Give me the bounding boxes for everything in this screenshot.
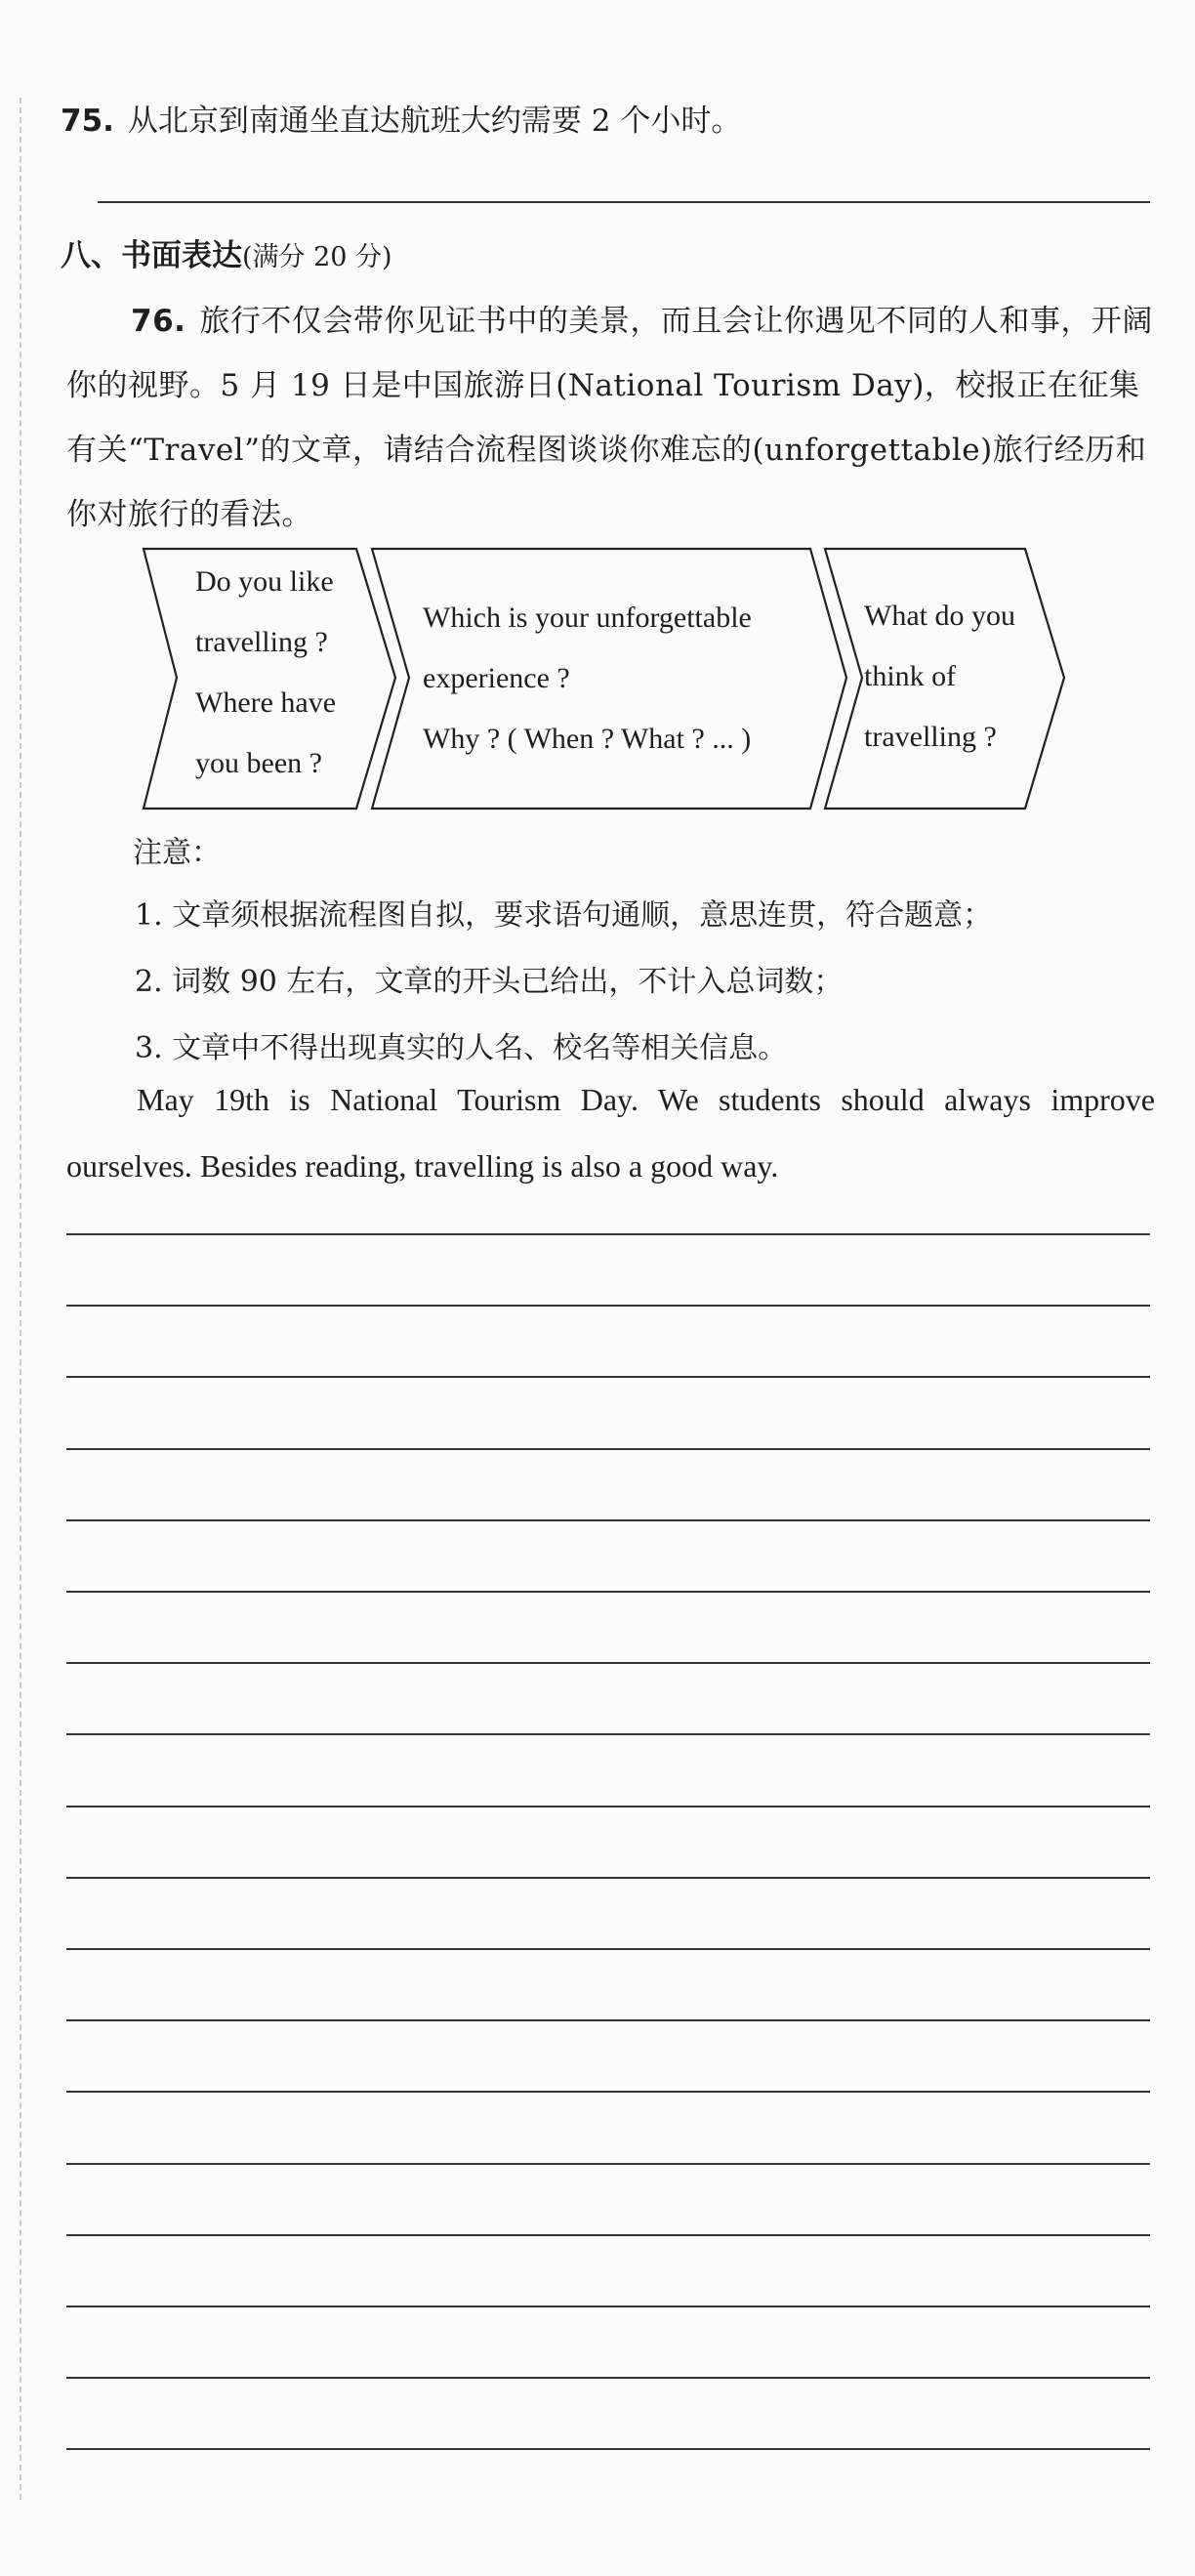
writing-line[interactable] [66, 1806, 1150, 1807]
question-75-answer-line[interactable] [98, 201, 1150, 203]
question-76-number: 76. [131, 304, 186, 339]
flowchart-box-1-text: Do you like travelling ? Where have you been ? [195, 565, 337, 779]
writing-line[interactable] [66, 1662, 1150, 1664]
note-item-2: 2. 词数 90 左右，文章的开头已给出，不计入总词数； [135, 965, 844, 999]
writing-line[interactable] [66, 1591, 1150, 1593]
flowchart [142, 547, 1069, 810]
writing-line[interactable] [66, 2234, 1150, 2236]
writing-line[interactable] [66, 1233, 1150, 1235]
section-heading [61, 230, 392, 274]
question-75 [61, 96, 741, 140]
margin-dashed-rule [20, 98, 21, 2500]
writing-line[interactable] [66, 1877, 1150, 1879]
writing-line[interactable] [66, 1376, 1150, 1378]
writing-line[interactable] [66, 1305, 1150, 1307]
writing-line[interactable] [66, 2019, 1150, 2021]
question-76-prompt: 旅行不仅会带你见证书中的美景，而且会让你遇见不同的人和事，开阔你的视野。5 月 19 日是中国旅游日(National Tourism Day)，校报正在征集有关“Travel”的文章，请结合流程图谈谈你难忘的(unforgettable)旅行经历和你对旅行的看法。 [66, 304, 1153, 532]
writing-line[interactable] [66, 1519, 1150, 1521]
note-item-3: 3. 文章中不得出现真实的人名、校名等相关信息。 [135, 1031, 788, 1065]
writing-line[interactable] [66, 2163, 1150, 2165]
writing-line[interactable] [66, 2448, 1150, 2450]
notes-title: 注意： [133, 836, 221, 870]
note-item-1: 1. 文章须根据流程图自拟，要求语句通顺，意思连贯，符合题意； [135, 898, 993, 933]
question-76 [66, 289, 1155, 547]
writing-line[interactable] [66, 2306, 1150, 2307]
writing-line[interactable] [66, 2091, 1150, 2093]
flowchart-box-3-text: What do you think of travelling ? [864, 600, 1015, 753]
essay-starter-text: May 19th is National Tourism Day. We students should always improve ourselves. Besides reading, travelling is also a good way. [66, 1082, 1155, 1184]
writing-line[interactable] [66, 2377, 1150, 2379]
question-75-text: 从北京到南通坐直达航班大约需要 2 个小时。 [127, 104, 742, 139]
section-title: 八、书面表达 [61, 238, 242, 273]
writing-line[interactable] [66, 1733, 1150, 1735]
writing-line[interactable] [66, 1948, 1150, 1950]
writing-line[interactable] [66, 1448, 1150, 1450]
section-score: (满分 20 分) [242, 242, 392, 272]
question-75-number: 75. [61, 104, 114, 139]
flowchart-box-2-text: Which is your unforgettable experience ? Why ? ( When ? What ? ... ) [423, 602, 752, 755]
